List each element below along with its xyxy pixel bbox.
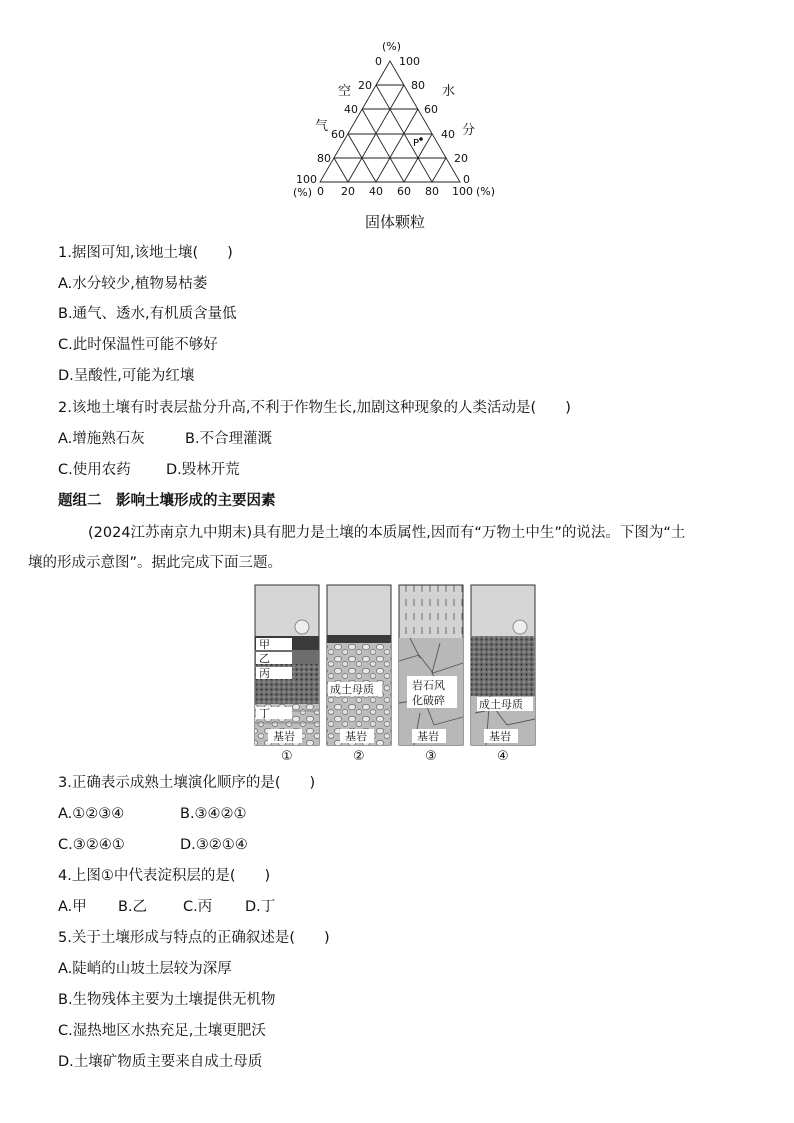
q2-option-d: D.毁林开荒 [166, 462, 240, 478]
soil-formation-figure [250, 583, 545, 765]
q2-option-c: C.使用农药 [58, 462, 131, 478]
q4-option-d: D.丁 [245, 899, 276, 915]
bottom-tick-20: 20 [341, 185, 355, 198]
q1-option-c: C.此时保温性可能不够好 [58, 337, 218, 353]
panel-number-2: ② [353, 749, 365, 764]
intro-line-2: 壤的形成示意图”。据此完成下面三题。 [28, 555, 283, 571]
top-percent: (%) [382, 40, 402, 53]
layer-yi: 乙 [259, 652, 270, 665]
bedrock-label-3: 基岩 [417, 730, 439, 743]
left-tick-60: 60 [331, 128, 345, 141]
layer-ding: 丁 [259, 707, 270, 720]
point-p [419, 137, 423, 141]
bottom-tick-60: 60 [397, 185, 411, 198]
soil-panel-1 [255, 585, 319, 745]
layer-jia: 甲 [259, 638, 270, 651]
bottom-tick-0: 0 [317, 185, 324, 198]
bedrock-label-2: 基岩 [345, 730, 367, 743]
q4-option-c: C.丙 [183, 899, 213, 915]
q2-stem: 2.该地土壤有时表层盐分升高,不利于作物生长,加剧这种现象的人类活动是( ) [58, 400, 571, 416]
soil-panel-2 [327, 585, 391, 745]
layer-bing: 丙 [259, 667, 270, 680]
q5-option-b: B.生物残体主要为土壤提供无机物 [58, 992, 276, 1008]
q5-option-d: D.土壤矿物质主要来自成土母质 [58, 1054, 263, 1070]
panel-number-4: ④ [497, 749, 509, 764]
parent-material-label-4: 成土母质 [479, 698, 523, 711]
left-tick-20: 20 [358, 79, 372, 92]
axis-air-char-2: 气 [315, 119, 329, 134]
left-tick-100: 100 [296, 173, 317, 186]
weathering-label-line-1: 岩石风 [412, 679, 445, 692]
right-tick-60: 60 [424, 103, 438, 116]
q1-option-b: B.通气、透水,有机质含量低 [58, 306, 237, 322]
left-tick-40: 40 [344, 103, 358, 116]
left-tick-0: 0 [375, 55, 382, 68]
ternary-caption: 固体颗粒 [365, 213, 426, 231]
q3-stem: 3.正确表示成熟土壤演化顺序的是( ) [58, 775, 316, 791]
q3-option-c: C.③②④① [58, 837, 125, 853]
q2-option-a: A.增施熟石灰 [58, 431, 145, 447]
q5-option-a: A.陡峭的山坡土层较为深厚 [58, 961, 232, 977]
soil-panel-3 [399, 585, 463, 745]
weathering-label-line-2: 化破碎 [412, 694, 445, 707]
q3-option-a: A.①②③④ [58, 806, 125, 822]
parent-material-label-2: 成土母质 [330, 683, 374, 696]
axis-water-char-2: 分 [462, 123, 476, 138]
q1-option-a: A.水分较少,植物易枯萎 [58, 276, 208, 292]
q3-option-d: D.③②①④ [180, 837, 248, 853]
left-percent: (%) [293, 186, 313, 199]
q5-stem: 5.关于土壤形成与特点的正确叙述是( ) [58, 930, 330, 946]
right-tick-80: 80 [411, 79, 425, 92]
bedrock-label-1: 基岩 [273, 730, 295, 743]
q4-option-b: B.乙 [118, 899, 148, 915]
intro-line-1: (2024江苏南京九中期末)具有肥力是土壤的本质属性,因而有“万物土中生”的说法。下图为“土 [88, 525, 686, 541]
group-title: 题组二 影响土壤形成的主要因素 [58, 493, 276, 509]
q3-option-b: B.③④②① [180, 806, 247, 822]
panel-number-1: ① [281, 749, 293, 764]
bottom-tick-40: 40 [369, 185, 383, 198]
bottom-tick-100: 100 [452, 185, 473, 198]
bottom-tick-80: 80 [425, 185, 439, 198]
soil-panel-4 [471, 585, 535, 745]
point-p-label: P [413, 138, 420, 149]
right-tick-40: 40 [441, 128, 455, 141]
intro-paragraph [28, 518, 748, 578]
q1-option-d: D.呈酸性,可能为红壤 [58, 368, 195, 384]
bedrock-label-4: 基岩 [489, 730, 511, 743]
right-tick-20: 20 [454, 152, 468, 165]
q4-stem: 4.上图①中代表淀积层的是( ) [58, 868, 271, 884]
axis-air-char-1: 空 [338, 84, 352, 99]
right-tick-100: 100 [399, 55, 420, 68]
left-tick-80: 80 [317, 152, 331, 165]
panel-number-3: ③ [425, 749, 437, 764]
axis-water-char-1: 水 [442, 84, 456, 99]
bottom-percent: (%) [476, 185, 496, 198]
q4-option-a: A.甲 [58, 899, 87, 915]
ternary-diagram [290, 38, 510, 208]
right-tick-0: 0 [463, 173, 470, 186]
q2-option-b: B.不合理灌溉 [185, 431, 273, 447]
q1-stem: 1.据图可知,该地土壤( ) [58, 245, 233, 261]
q5-option-c: C.湿热地区水热充足,土壤更肥沃 [58, 1023, 266, 1039]
